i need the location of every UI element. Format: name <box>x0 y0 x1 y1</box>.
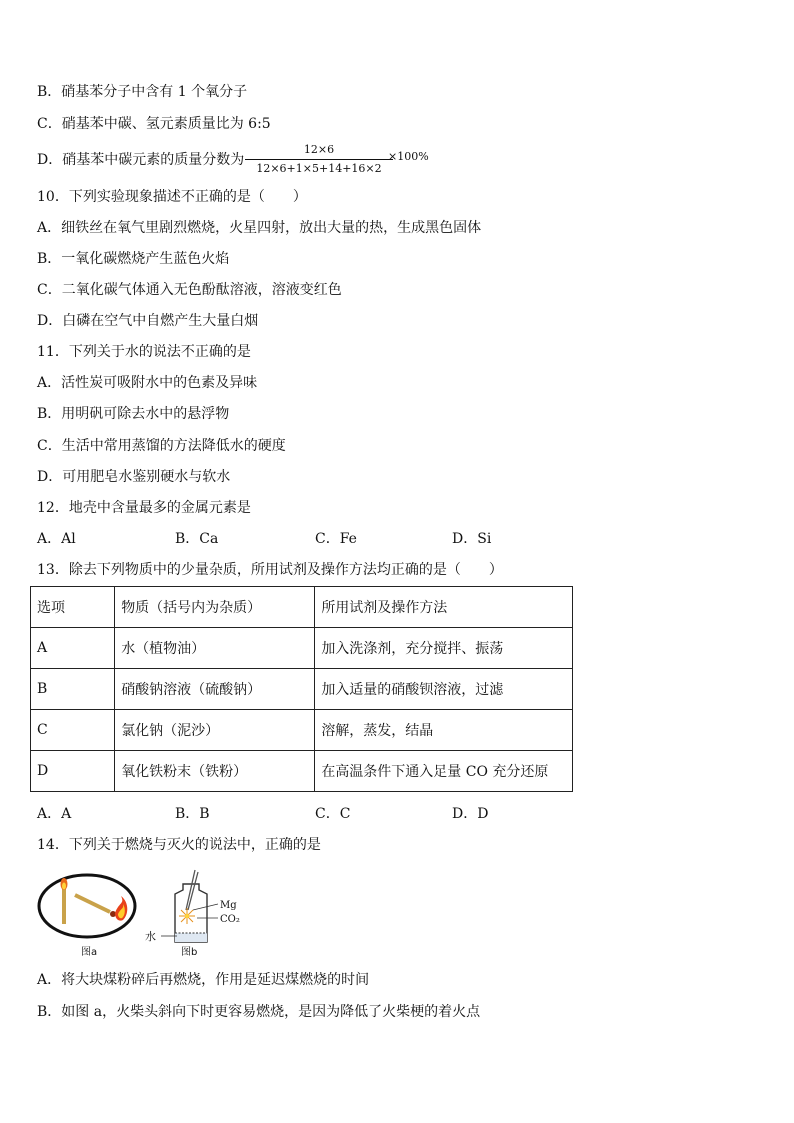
fraction-numerator: 12×6 <box>245 143 393 160</box>
q10-stem: 10．下列实验现象描述不正确的是（ ） <box>37 189 307 205</box>
table-cell: 氧化铁粉末（铁粉） <box>115 751 315 792</box>
q11-option-b: B．用明矾可除去水中的悬浮物 <box>37 406 230 422</box>
table-cell: 水（植物油） <box>115 628 315 669</box>
q12-options <box>37 530 557 548</box>
q11-option-c: C．生活中常用蒸馏的方法降低水的硬度 <box>37 438 286 454</box>
table-row <box>31 669 573 710</box>
table-cell: 加入适量的硝酸钡溶液，过滤 <box>315 669 573 710</box>
q9-option-d-prefix: D．硝基苯中碳元素的质量分数为 <box>37 152 245 168</box>
table-header: 物质（括号内为杂质） <box>115 587 315 628</box>
table-row <box>31 751 573 792</box>
q12-option-a: A．Al <box>37 531 76 547</box>
q13-table <box>30 586 573 792</box>
table-cell: C <box>31 710 115 751</box>
q9-option-d-fraction <box>245 143 393 176</box>
q11-option-d: D．可用肥皂水鉴别硬水与软水 <box>37 469 231 485</box>
table-cell: 硝酸钠溶液（硫酸钠） <box>115 669 315 710</box>
mg-label: Mg <box>220 900 237 911</box>
figure-a-match-diagram <box>39 875 135 958</box>
figure-b-jar-diagram <box>145 870 240 958</box>
q13-option-a: A．A <box>37 806 72 822</box>
table-cell: D <box>31 751 115 792</box>
q14-option-a: A．将大块煤粉碎后再燃烧，作用是延迟煤燃烧的时间 <box>37 972 370 988</box>
q13-option-d: D．D <box>452 806 489 822</box>
q13-stem: 13．除去下列物质中的少量杂质，所用试剂及操作方法均正确的是（ ） <box>37 562 503 578</box>
table-cell: 加入洗涤剂，充分搅拌、振荡 <box>315 628 573 669</box>
table-cell: B <box>31 669 115 710</box>
water-label: 水 <box>145 930 156 943</box>
co2-label: CO₂ <box>220 914 240 925</box>
table-header-row <box>31 587 573 628</box>
q10-option-c: C．二氧化碳气体通入无色酚酞溶液，溶液变红色 <box>37 282 342 298</box>
q12-option-b: B．Ca <box>175 531 219 547</box>
q12-option-d: D．Si <box>452 531 492 547</box>
q11-option-a: A．活性炭可吸附水中的色素及异味 <box>37 375 258 391</box>
table-cell: A <box>31 628 115 669</box>
q14-stem: 14．下列关于燃烧与灭火的说法中，正确的是 <box>37 837 321 853</box>
q10-option-d: D．白磷在空气中自燃产生大量白烟 <box>37 313 259 329</box>
table-header: 选项 <box>31 587 115 628</box>
q10-option-b: B．一氧化碳燃烧产生蓝色火焰 <box>37 251 230 267</box>
q11-stem: 11．下列关于水的说法不正确的是 <box>37 344 251 360</box>
q14-option-b: B．如图 a，火柴头斜向下时更容易燃烧，是因为降低了火柴梗的着火点 <box>37 1004 481 1020</box>
table-row <box>31 628 573 669</box>
q14-figure <box>37 864 267 960</box>
table-header: 所用试剂及操作方法 <box>315 587 573 628</box>
q12-option-c: C．Fe <box>315 531 357 547</box>
figure-a-label: 图a <box>81 947 98 958</box>
table-cell: 氯化钠（泥沙） <box>115 710 315 751</box>
fraction-denominator: 12×6+1×5+14+16×2 <box>256 162 382 175</box>
q13-option-c: C．C <box>315 806 351 822</box>
table-row <box>31 710 573 751</box>
q12-stem: 12．地壳中含量最多的金属元素是 <box>37 500 251 516</box>
q9-option-d-suffix: ×100% <box>388 150 429 163</box>
q13-options <box>37 805 557 823</box>
table-cell: 在高温条件下通入足量 CO 充分还原 <box>315 751 573 792</box>
figure-b-label: 图b <box>181 947 198 958</box>
q9-option-b: B．硝基苯分子中含有 1 个氧分子 <box>37 84 248 100</box>
table-cell: 溶解，蒸发，结晶 <box>315 710 573 751</box>
q10-option-a: A．细铁丝在氧气里剧烈燃烧，火星四射，放出大量的热，生成黑色固体 <box>37 220 482 236</box>
q13-option-b: B．B <box>175 806 210 822</box>
q9-option-c: C．硝基苯中碳、氢元素质量比为 6:5 <box>37 116 271 132</box>
